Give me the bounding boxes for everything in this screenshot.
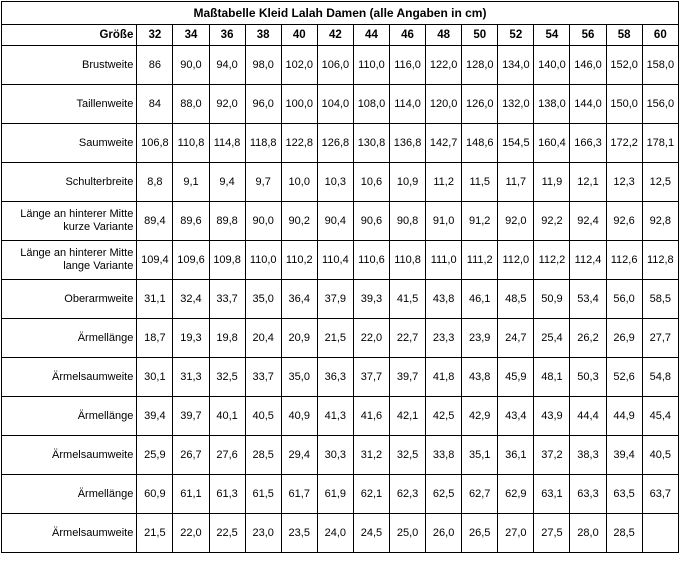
table-cell: 54,8 [642, 358, 678, 397]
table-cell: 11,7 [498, 163, 534, 202]
table-cell: 86 [137, 46, 173, 85]
table-cell: 60,9 [137, 475, 173, 514]
table-cell: 91,2 [462, 202, 498, 241]
table-cell: 44,9 [606, 397, 642, 436]
table-cell: 31,2 [353, 436, 389, 475]
table-cell: 22,0 [353, 319, 389, 358]
table-cell: 109,8 [209, 241, 245, 280]
table-cell: 112,0 [498, 241, 534, 280]
table-cell: 31,3 [173, 358, 209, 397]
row-label: Ärmellänge [2, 475, 137, 514]
table-cell: 98,0 [245, 46, 281, 85]
table-cell: 152,0 [606, 46, 642, 85]
table-cell: 92,8 [642, 202, 678, 241]
table-cell: 62,1 [353, 475, 389, 514]
table-cell: 88,0 [173, 85, 209, 124]
table-cell: 158,0 [642, 46, 678, 85]
table-cell: 22,5 [209, 514, 245, 553]
table-cell: 106,8 [137, 124, 173, 163]
table-cell: 12,3 [606, 163, 642, 202]
table-cell: 36,4 [281, 280, 317, 319]
size-header-cell: 46 [390, 25, 426, 46]
table-cell: 90,6 [353, 202, 389, 241]
table-cell: 110,8 [390, 241, 426, 280]
table-cell: 53,4 [570, 280, 606, 319]
table-cell: 25,9 [137, 436, 173, 475]
table-cell: 112,4 [570, 241, 606, 280]
table-cell: 25,4 [534, 319, 570, 358]
table-cell: 90,2 [281, 202, 317, 241]
table-cell: 39,4 [606, 436, 642, 475]
table-cell: 92,0 [498, 202, 534, 241]
table-cell: 35,1 [462, 436, 498, 475]
row-label: Länge an hinterer Mitte lange Variante [2, 241, 137, 280]
table-cell: 19,8 [209, 319, 245, 358]
table-cell: 35,0 [281, 358, 317, 397]
table-cell: 26,0 [426, 514, 462, 553]
table-cell: 111,0 [426, 241, 462, 280]
table-cell: 46,1 [462, 280, 498, 319]
table-cell: 144,0 [570, 85, 606, 124]
table-cell: 50,3 [570, 358, 606, 397]
table-cell: 138,0 [534, 85, 570, 124]
table-cell: 44,4 [570, 397, 606, 436]
table-cell: 120,0 [426, 85, 462, 124]
size-header-cell: 38 [245, 25, 281, 46]
table-cell: 63,3 [570, 475, 606, 514]
table-row [2, 280, 679, 319]
table-cell: 122,0 [426, 46, 462, 85]
table-body [2, 46, 679, 553]
table-cell: 42,5 [426, 397, 462, 436]
table-cell: 156,0 [642, 85, 678, 124]
table-cell: 24,7 [498, 319, 534, 358]
size-header-cell: 48 [426, 25, 462, 46]
table-cell: 116,0 [390, 46, 426, 85]
table-cell: 108,0 [353, 85, 389, 124]
table-cell: 27,0 [498, 514, 534, 553]
table-cell: 37,2 [534, 436, 570, 475]
table-cell: 31,1 [137, 280, 173, 319]
table-cell: 25,0 [390, 514, 426, 553]
table-cell: 104,0 [317, 85, 353, 124]
table-cell: 140,0 [534, 46, 570, 85]
table-cell: 172,2 [606, 124, 642, 163]
table-cell: 9,7 [245, 163, 281, 202]
row-label: Schulterbreite [2, 163, 137, 202]
table-row [2, 397, 679, 436]
table-cell: 43,8 [462, 358, 498, 397]
table-cell: 21,5 [137, 514, 173, 553]
table-cell: 63,1 [534, 475, 570, 514]
table-cell: 23,3 [426, 319, 462, 358]
table-cell: 61,7 [281, 475, 317, 514]
table-cell: 48,5 [498, 280, 534, 319]
table-cell: 10,6 [353, 163, 389, 202]
table-cell: 23,9 [462, 319, 498, 358]
size-chart-table [1, 1, 679, 553]
table-row [2, 46, 679, 85]
table-cell: 89,6 [173, 202, 209, 241]
table-cell: 122,8 [281, 124, 317, 163]
table-cell: 11,2 [426, 163, 462, 202]
table-cell: 39,7 [173, 397, 209, 436]
table-cell: 110,8 [173, 124, 209, 163]
table-cell: 9,4 [209, 163, 245, 202]
table-cell: 20,4 [245, 319, 281, 358]
table-cell: 22,0 [173, 514, 209, 553]
table-cell: 30,3 [317, 436, 353, 475]
table-cell: 92,0 [209, 85, 245, 124]
table-cell: 10,9 [390, 163, 426, 202]
row-label: Oberarmweite [2, 280, 137, 319]
table-cell: 89,8 [209, 202, 245, 241]
table-cell: 21,5 [317, 319, 353, 358]
table-cell: 32,4 [173, 280, 209, 319]
table-cell: 26,5 [462, 514, 498, 553]
table-cell: 27,7 [642, 319, 678, 358]
table-cell: 23,0 [245, 514, 281, 553]
row-label: Ärmelsaumweite [2, 436, 137, 475]
table-cell: 24,0 [317, 514, 353, 553]
table-cell: 63,5 [606, 475, 642, 514]
table-cell: 23,5 [281, 514, 317, 553]
table-cell: 33,8 [426, 436, 462, 475]
table-cell: 146,0 [570, 46, 606, 85]
table-cell: 9,1 [173, 163, 209, 202]
table-cell: 40,5 [642, 436, 678, 475]
table-cell: 154,5 [498, 124, 534, 163]
size-header-cell: 32 [137, 25, 173, 46]
table-cell: 28,5 [245, 436, 281, 475]
row-label: Saumweite [2, 124, 137, 163]
table-cell: 160,4 [534, 124, 570, 163]
table-cell: 10,3 [317, 163, 353, 202]
table-cell: 52,6 [606, 358, 642, 397]
table-cell: 110,0 [245, 241, 281, 280]
table-cell: 33,7 [245, 358, 281, 397]
table-cell: 39,7 [390, 358, 426, 397]
table-row [2, 202, 679, 241]
table-cell: 20,9 [281, 319, 317, 358]
table-cell: 26,9 [606, 319, 642, 358]
table-cell: 58,5 [642, 280, 678, 319]
table-cell: 37,7 [353, 358, 389, 397]
table-cell: 62,7 [462, 475, 498, 514]
table-cell: 96,0 [245, 85, 281, 124]
table-cell: 89,4 [137, 202, 173, 241]
table-cell: 166,3 [570, 124, 606, 163]
row-label: Ärmellänge [2, 319, 137, 358]
table-cell: 30,1 [137, 358, 173, 397]
table-cell: 43,9 [534, 397, 570, 436]
table-cell: 18,7 [137, 319, 173, 358]
size-header-cell: 34 [173, 25, 209, 46]
size-header-row [2, 25, 679, 46]
table-cell: 33,7 [209, 280, 245, 319]
table-cell: 48,1 [534, 358, 570, 397]
table-cell: 111,2 [462, 241, 498, 280]
row-label: Brustweite [2, 46, 137, 85]
row-label: Ärmelsaumweite [2, 514, 137, 553]
table-cell: 45,4 [642, 397, 678, 436]
table-cell: 29,4 [281, 436, 317, 475]
table-cell: 90,0 [245, 202, 281, 241]
table-cell: 112,6 [606, 241, 642, 280]
table-cell: 24,5 [353, 514, 389, 553]
table-cell: 8,8 [137, 163, 173, 202]
table-cell: 39,4 [137, 397, 173, 436]
table-cell: 61,9 [317, 475, 353, 514]
table-cell: 109,4 [137, 241, 173, 280]
table-cell: 39,3 [353, 280, 389, 319]
table-cell: 42,1 [390, 397, 426, 436]
table-cell: 92,4 [570, 202, 606, 241]
table-cell: 90,8 [390, 202, 426, 241]
table-row [2, 436, 679, 475]
table-cell: 62,3 [390, 475, 426, 514]
table-cell: 110,6 [353, 241, 389, 280]
table-cell: 114,8 [209, 124, 245, 163]
table-cell: 61,3 [209, 475, 245, 514]
table-cell: 94,0 [209, 46, 245, 85]
row-label: Ärmellänge [2, 397, 137, 436]
table-cell: 43,8 [426, 280, 462, 319]
table-cell: 106,0 [317, 46, 353, 85]
table-cell: 19,3 [173, 319, 209, 358]
table-cell: 126,0 [462, 85, 498, 124]
table-cell: 26,2 [570, 319, 606, 358]
size-header-cell: 54 [534, 25, 570, 46]
table-cell: 11,5 [462, 163, 498, 202]
size-header-cell: 50 [462, 25, 498, 46]
table-cell: 114,0 [390, 85, 426, 124]
table-row [2, 514, 679, 553]
size-header-cell: 52 [498, 25, 534, 46]
table-cell: 37,9 [317, 280, 353, 319]
table-cell: 36,1 [498, 436, 534, 475]
row-label: Ärmelsaumweite [2, 358, 137, 397]
table-cell: 142,7 [426, 124, 462, 163]
table-cell: 28,5 [606, 514, 642, 553]
table-cell: 41,6 [353, 397, 389, 436]
table-cell: 132,0 [498, 85, 534, 124]
table-cell: 90,4 [317, 202, 353, 241]
table-cell: 150,0 [606, 85, 642, 124]
table-cell: 61,5 [245, 475, 281, 514]
table-cell: 10,0 [281, 163, 317, 202]
table-cell: 40,9 [281, 397, 317, 436]
table-cell: 12,5 [642, 163, 678, 202]
size-header-cell: 56 [570, 25, 606, 46]
table-cell: 84 [137, 85, 173, 124]
table-cell: 36,3 [317, 358, 353, 397]
size-header-cell: 40 [281, 25, 317, 46]
table-cell: 112,2 [534, 241, 570, 280]
row-label: Länge an hinterer Mitte kurze Variante [2, 202, 137, 241]
table-cell: 27,6 [209, 436, 245, 475]
table-cell: 110,0 [353, 46, 389, 85]
table-cell: 42,9 [462, 397, 498, 436]
table-cell: 35,0 [245, 280, 281, 319]
table-cell: 136,8 [390, 124, 426, 163]
table-cell: 178,1 [642, 124, 678, 163]
table-cell [642, 514, 678, 553]
table-cell: 26,7 [173, 436, 209, 475]
table-cell: 40,1 [209, 397, 245, 436]
table-title: Maßtabelle Kleid Lalah Damen (alle Angaben in cm) [2, 2, 679, 25]
table-row [2, 475, 679, 514]
table-cell: 12,1 [570, 163, 606, 202]
table-row [2, 241, 679, 280]
table-cell: 91,0 [426, 202, 462, 241]
table-cell: 32,5 [390, 436, 426, 475]
table-cell: 128,0 [462, 46, 498, 85]
table-cell: 63,7 [642, 475, 678, 514]
table-cell: 27,5 [534, 514, 570, 553]
table-cell: 90,0 [173, 46, 209, 85]
table-cell: 61,1 [173, 475, 209, 514]
table-cell: 92,6 [606, 202, 642, 241]
table-cell: 41,3 [317, 397, 353, 436]
table-cell: 28,0 [570, 514, 606, 553]
size-header-cell: 44 [353, 25, 389, 46]
size-header-cell: 42 [317, 25, 353, 46]
table-cell: 100,0 [281, 85, 317, 124]
table-cell: 43,4 [498, 397, 534, 436]
table-cell: 41,5 [390, 280, 426, 319]
table-cell: 134,0 [498, 46, 534, 85]
table-cell: 38,3 [570, 436, 606, 475]
table-cell: 62,9 [498, 475, 534, 514]
table-cell: 50,9 [534, 280, 570, 319]
table-row [2, 163, 679, 202]
table-row [2, 124, 679, 163]
row-label: Taillenweite [2, 85, 137, 124]
table-row [2, 319, 679, 358]
table-cell: 11,9 [534, 163, 570, 202]
table-cell: 110,2 [281, 241, 317, 280]
table-cell: 41,8 [426, 358, 462, 397]
table-row [2, 358, 679, 397]
table-cell: 126,8 [317, 124, 353, 163]
table-cell: 40,5 [245, 397, 281, 436]
table-cell: 32,5 [209, 358, 245, 397]
table-cell: 112,8 [642, 241, 678, 280]
table-cell: 102,0 [281, 46, 317, 85]
size-header-cell: 36 [209, 25, 245, 46]
table-cell: 148,6 [462, 124, 498, 163]
table-row [2, 85, 679, 124]
table-cell: 45,9 [498, 358, 534, 397]
table-cell: 22,7 [390, 319, 426, 358]
table-cell: 62,5 [426, 475, 462, 514]
table-cell: 130,8 [353, 124, 389, 163]
table-cell: 118,8 [245, 124, 281, 163]
table-cell: 109,6 [173, 241, 209, 280]
size-header-label: Größe [2, 25, 137, 46]
size-header-cell: 60 [642, 25, 678, 46]
table-cell: 110,4 [317, 241, 353, 280]
table-cell: 56,0 [606, 280, 642, 319]
table-cell: 92,2 [534, 202, 570, 241]
size-header-cell: 58 [606, 25, 642, 46]
